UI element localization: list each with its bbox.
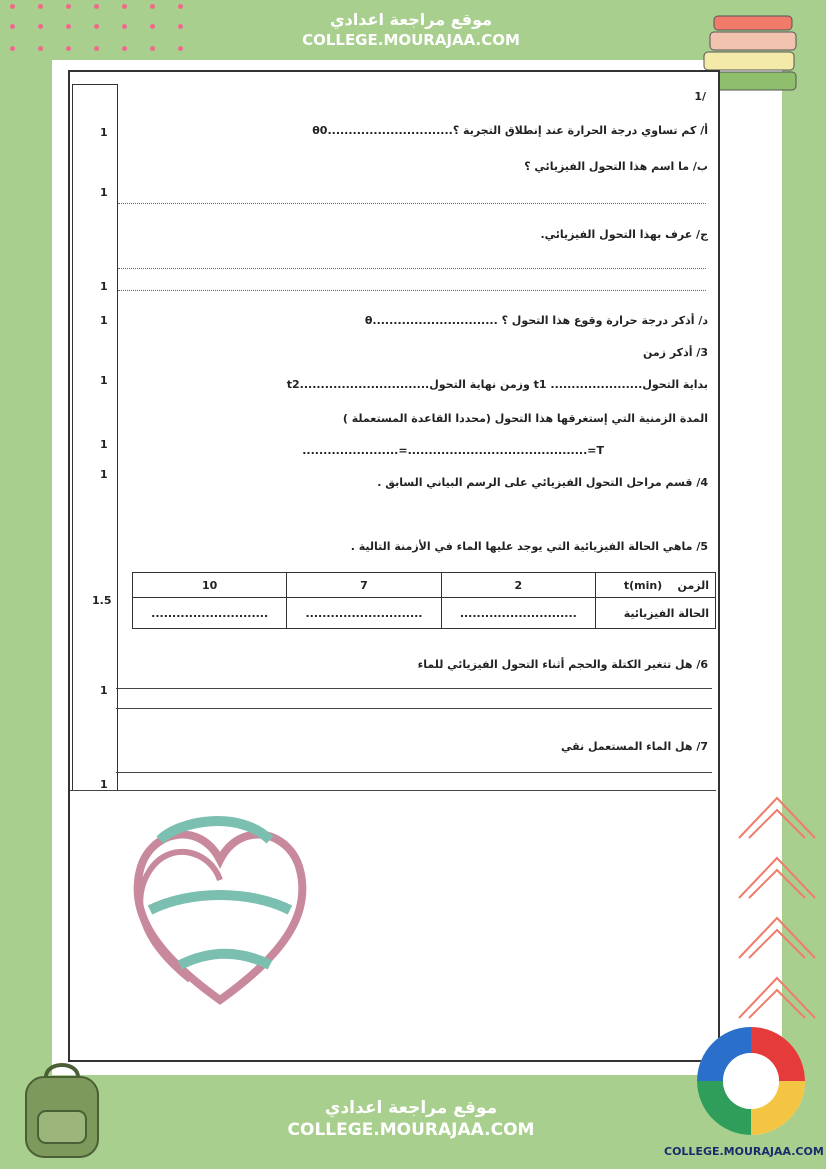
question-1a: أ/ كم تساوي درجة الحرارة عند إنطلاق التجربة ؟..............................θ0 (312, 124, 708, 137)
question-3b: المدة الزمنية التي إستغرقها هذا التحول (محددا القاعدة المستعملة ) (342, 412, 708, 425)
table-blank[interactable]: ............................ (133, 598, 287, 629)
question-3: 3/ أذكر زمن (642, 346, 708, 359)
score-1c: 1 (100, 280, 108, 293)
score-1b: 1 (100, 186, 108, 199)
score-1a: 1 (100, 126, 108, 139)
answer-line (116, 708, 712, 709)
score-5: 1.5 (92, 594, 112, 607)
score-3a: 1 (100, 374, 108, 387)
section-divider (70, 790, 716, 791)
states-table (132, 572, 716, 629)
answer-line (118, 290, 706, 291)
question-1-number: /1 (694, 90, 706, 103)
site-banner-top[interactable] (262, 0, 560, 60)
table-state-label: الحالة الفيزيائية (595, 598, 715, 629)
chevrons-decoration-icon (735, 790, 825, 1060)
table-time-header (595, 573, 715, 598)
score-7: 1 (100, 778, 108, 791)
site-logo-label: COLLEGE.MOURAJAA.COM (664, 1145, 824, 1158)
question-1b: ب/ ما اسم هذا التحول الفيزيائي ؟ (524, 160, 708, 173)
good-luck-heart-icon (120, 800, 320, 1010)
question-4: 4/ قسم مراحل التحول الفيزيائي على الرسم البياني السابق . (377, 476, 708, 489)
score-column (72, 84, 118, 791)
table-blank[interactable]: ............................ (287, 598, 441, 629)
table-time-10: 10 (133, 573, 287, 598)
question-1d: د/ أذكر درجة حرارة وقوع هذا التحول ؟ ..............................θ (364, 314, 708, 327)
score-6: 1 (100, 684, 108, 697)
score-3b: 1 (100, 438, 108, 451)
question-3c: T=...........................................=....................... (302, 444, 604, 457)
banner-top-arabic: موقع مراجعة اعدادي (329, 10, 493, 29)
site-banner-bottom[interactable] (262, 1075, 560, 1155)
school-bag-icon (12, 1055, 112, 1165)
banner-top-url: COLLEGE.MOURAJAA.COM (302, 31, 520, 49)
site-logo-wheel-icon[interactable] (693, 1023, 813, 1143)
question-6: 6/ هل تتغير الكتلة والحجم أثناء التحول الفيزيائي للماء (417, 658, 708, 671)
score-4: 1 (100, 468, 108, 481)
table-time-7: 7 (287, 573, 441, 598)
question-3a: بداية التحول...................... t1 وزمن نهاية التحول...............................t2 (286, 378, 708, 391)
question-1c: ج/ عرف بهذا التحول الفيزيائي. (540, 228, 708, 241)
table-time-label: الزمن (677, 578, 709, 592)
answer-line (118, 203, 706, 204)
answer-line (116, 772, 712, 773)
question-7: 7/ هل الماء المستعمل نقي (560, 740, 708, 753)
answer-line (118, 268, 706, 269)
banner-bottom-arabic: موقع مراجعة اعدادي (324, 1098, 498, 1118)
answer-line (116, 688, 712, 689)
banner-bottom-url: COLLEGE.MOURAJAA.COM (287, 1120, 535, 1140)
table-time-2: 2 (441, 573, 595, 598)
question-5: 5/ ماهي الحالة الفيزيائية التي يوجد عليها الماء في الأزمنة التالية . (350, 540, 708, 553)
table-blank[interactable]: ............................ (441, 598, 595, 629)
table-time-unit: t(min) (623, 578, 663, 592)
score-1d: 1 (100, 314, 108, 327)
